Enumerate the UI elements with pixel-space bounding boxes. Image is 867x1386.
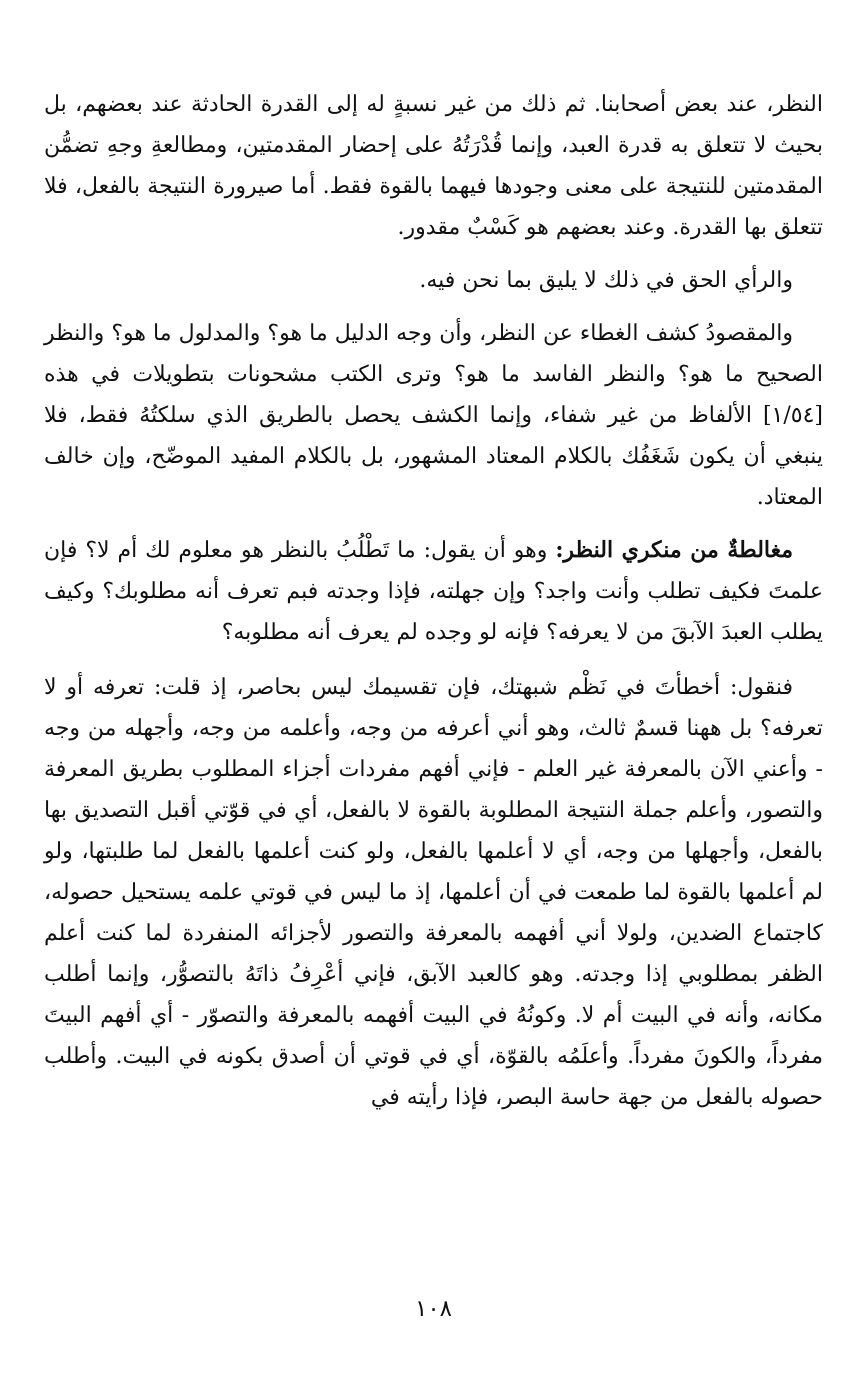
paragraph-4-text: وهو أن يقول: ما تَطْلُبُ بالنظر هو معلوم لك أم لا؟ فإن علمتَ فكيف تطلب وأنت واجد؟ وإن جهلته، فإذا وجدته فبم تعرف أنه مطلوبك؟ وكيف يطلب العبدَ الآبقَ من لا يعرفه؟ فإنه لو وجده لم يعرف أنه مطلوبه؟ (44, 538, 823, 645)
paragraph-3: والمقصودُ كشف الغطاء عن النظر، وأن وجه الدليل ما هو؟ والمدلول ما هو؟ والنظر الصحيح ما هو؟ والنظر الفاسد ما هو؟ وترى الكتب مشحونات بتطويلات في هذه [١/٥٤] الألفاظ من غير شفاء، وإنما الكشف يحصل بالطريق الذي سلكتُهُ فقط، فلا ينبغي أن يكون شَغَفُك بالكلام المعتاد المشهور، بل بالكلام المفيد الموضّح، وإن خالف المعتاد. (44, 321, 823, 510)
paragraph-4 (44, 530, 823, 653)
paragraph-1: النظر، عند بعض أصحابنا. ثم ذلك من غير نسبةٍ له إلى القدرة الحادثة عند بعضهم، بل بحيث لا تتعلق به قدرة العبد، وإنما قُدْرَتُهُ على إحضار المقدمتين، ومطالعةِ وجهِ تضمُّن المقدمتين للنتيجة على معنى وجودها فيهما بالقوة فقط. أما صيرورة النتيجة بالفعل، فلا تتعلق بها القدرة. وعند بعضهم هو كَسْبٌ مقدور. (44, 92, 823, 240)
page-number: ١٠٨ (414, 1296, 453, 1322)
paragraph-2: والرأي الحق في ذلك لا يليق بما نحن فيه. (419, 268, 793, 293)
paragraph-5: فنقول: أخطأتَ في نَظْم شبهتك، فإن تقسيمك ليس بحاصر، إذ قلت: تعرفه أو لا تعرفه؟ بل ههنا قسمٌ ثالث، وهو أني أعرفه من وجه، وأعلمه من وجه، وأجهله من وجه - وأعني الآن بالمعرفة غير العلم - فإني أفهم مفردات أجزاء المطلوب بطريق المعرفة والتصور، وأعلم جملة النتيجة المطلوبة بالقوة لا بالفعل، أي في قوّتي أقبل التصديق بها بالفعل، وأجهلها من وجه، أي لا أعلمها بالفعل، ولو كنت أعلمها بالفعل لما طلبتها، ولو لم أعلمها بالقوة لما طمعت في أن أعلمها، إذ ما ليس في قوتي علمه يستحيل حصوله، كاجتماع الضدين، ولولا أني أفهمه بالمعرفة والتصور لأجزائه المنفردة لما كنت أعلم الظفر بمطلوبي إذا وجدته. وهو كالعبد الآبق، فإني أعْرِفُ ذاتَهُ بالتصوُّر، وإنما أطلب مكانه، وأنه في البيت أم لا. وكونُهُ في البيت أفهمه بالمعرفة والتصوّر - أي أفهم البيتَ مفرداً، والكونَ مفرداً. وأعلَمُه بالقوّة، أي في قوتي أن أصدق بكونه في البيت. وأطلب حصوله بالفعل من جهة حاسة البصر، فإذا رأيته في (44, 675, 823, 1110)
page-body (44, 84, 823, 1118)
section-heading: مغالطةٌ من منكري النظر: (555, 537, 794, 563)
